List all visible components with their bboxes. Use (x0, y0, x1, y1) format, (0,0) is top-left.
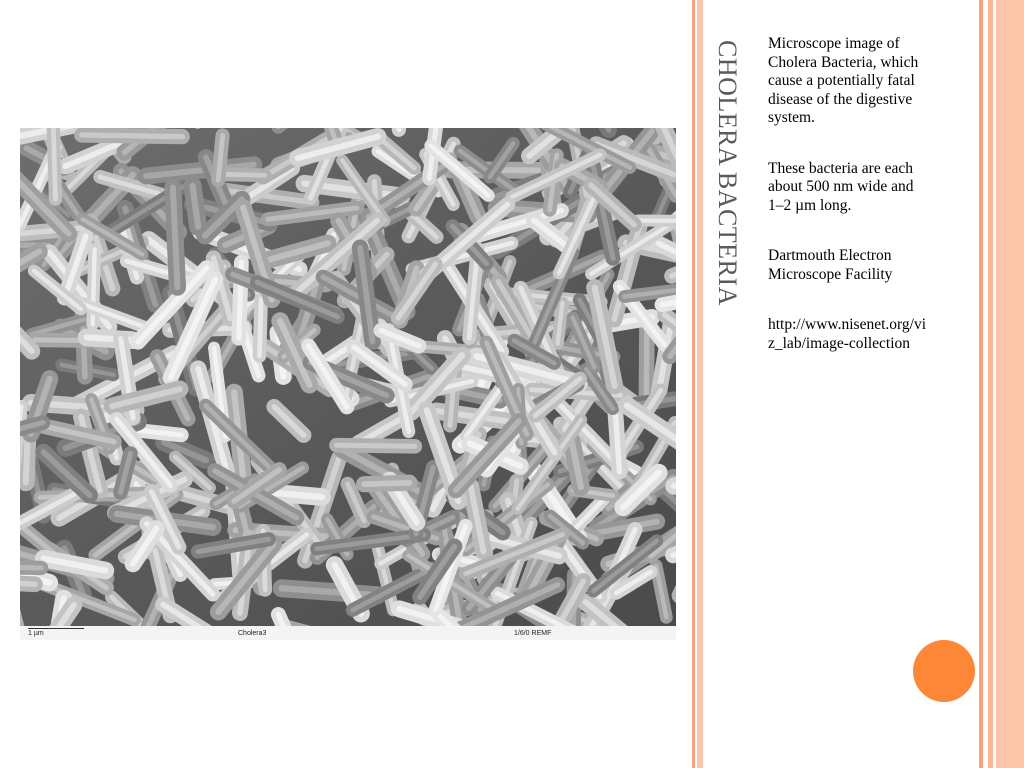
decorative-stripe (996, 0, 1024, 768)
source-url: http://www.nisenet.org/viz_lab/image-collection (768, 316, 927, 352)
scale-bar-line (28, 628, 84, 629)
decorative-stripe (692, 0, 695, 768)
decorative-stripe (988, 0, 993, 768)
decorative-stripe (979, 0, 983, 768)
image-scalebar (20, 626, 676, 640)
microscope-image (20, 128, 676, 640)
title-container (706, 40, 746, 380)
size-paragraph: These bacteria are each about 500 nm wide and 1–2 µm long. (768, 159, 914, 214)
slide-title: CHOLERA BACTERIA (713, 40, 742, 306)
description-paragraph: Microscope image of Cholera Bacteria, which cause a potentially fatal disease of the digestive system. (768, 35, 919, 126)
decorative-stripe (697, 0, 703, 768)
image-date: 1/6/0 REMF (514, 630, 552, 637)
sample-name: Cholera3 (238, 630, 267, 637)
description-column (768, 35, 928, 385)
scale-label: 1 µm (28, 630, 44, 637)
accent-circle (913, 640, 975, 702)
credit-paragraph: Dartmouth Electron Microscope Facility (768, 247, 893, 283)
bacteria-micrograph (20, 128, 676, 626)
